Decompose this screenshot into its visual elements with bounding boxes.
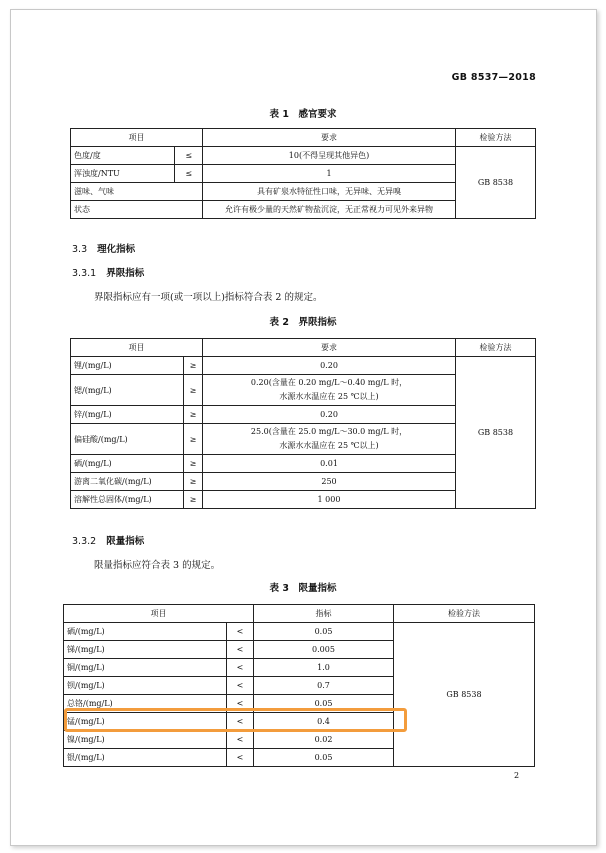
item-cell: 状态 xyxy=(71,201,203,219)
item-cell: 硒/(mg/L) xyxy=(64,623,227,641)
section-number: 3.3.1 xyxy=(72,268,97,279)
symbol-cell: ≤ xyxy=(175,147,203,165)
table-row xyxy=(71,357,536,375)
page-number: 2 xyxy=(514,771,520,780)
item-cell: 浑浊度/NTU xyxy=(71,165,175,183)
item-cell: 锌/(mg/L) xyxy=(71,406,184,424)
symbol-cell: ≤ xyxy=(175,165,203,183)
value-cell: 0.4 xyxy=(254,713,394,731)
item-cell: 滋味、气味 xyxy=(71,183,203,201)
item-cell: 偏硅酸/(mg/L) xyxy=(71,424,184,455)
requirement-cell xyxy=(203,455,456,473)
requirement-cell xyxy=(203,375,456,406)
requirement-cell xyxy=(203,491,456,509)
method-cell: GB 8538 xyxy=(394,623,535,767)
item-cell: 游离二氧化碳/(mg/L) xyxy=(71,473,184,491)
symbol-cell: < xyxy=(227,713,254,731)
method-cell: GB 8538 xyxy=(456,357,536,509)
requirement-cell: 具有矿泉水特征性口味，无异味、无异嗅 xyxy=(203,183,456,201)
value-cell: 1.0 xyxy=(254,659,394,677)
standard-number: GB 8537—2018 xyxy=(451,72,536,83)
symbol-cell: ≥ xyxy=(183,491,202,509)
requirement-line: 25.0(含量在 25.0 mg/L～30.0 mg/L 时， xyxy=(250,427,408,436)
section-title: 界限指标 xyxy=(106,268,145,279)
symbol-cell: < xyxy=(227,749,254,767)
requirement-line: 0.20(含量在 0.20 mg/L～0.40 mg/L 时， xyxy=(250,378,408,387)
item-cell: 锑/(mg/L) xyxy=(64,641,227,659)
table2-header-item: 项目 xyxy=(71,339,203,357)
requirement-line: 水源水水温应在 25 ℃以上) xyxy=(279,392,379,401)
table3 xyxy=(63,604,535,767)
item-cell: 钡/(mg/L) xyxy=(64,677,227,695)
symbol-cell: ≥ xyxy=(183,375,202,406)
method-cell: GB 8538 xyxy=(456,147,536,219)
section-title: 限量指标 xyxy=(106,536,145,547)
table3-caption: 表 3 限量指标 xyxy=(269,583,337,594)
value-cell: 0.05 xyxy=(254,623,394,641)
value-cell: 0.7 xyxy=(254,677,394,695)
symbol-cell: < xyxy=(227,731,254,749)
symbol-cell: ≥ xyxy=(183,424,202,455)
requirement-line: 0.01 xyxy=(320,459,338,468)
section-3-3 xyxy=(72,241,135,255)
value-cell: 0.05 xyxy=(254,749,394,767)
item-cell: 锂/(mg/L) xyxy=(71,357,184,375)
item-cell: 锰/(mg/L) xyxy=(64,713,227,731)
symbol-cell: ≥ xyxy=(183,406,202,424)
section-3-3-1-text: 界限指标应有一项(或一项以上)指标符合表 2 的规定。 xyxy=(94,292,323,303)
table2-header-req: 要求 xyxy=(203,339,456,357)
section-number: 3.3.2 xyxy=(72,536,97,547)
item-cell: 色度/度 xyxy=(71,147,175,165)
value-cell: 0.005 xyxy=(254,641,394,659)
table1-header-method: 检验方法 xyxy=(456,129,536,147)
item-cell: 溶解性总固体/(mg/L) xyxy=(71,491,184,509)
table-row xyxy=(71,147,536,165)
table3-header-method: 检验方法 xyxy=(394,605,535,623)
value-cell: 0.05 xyxy=(254,695,394,713)
table3-header-indicator: 指标 xyxy=(254,605,394,623)
symbol-cell: ≥ xyxy=(183,357,202,375)
table1 xyxy=(70,128,536,219)
requirement-cell xyxy=(203,424,456,455)
section-3-3-2 xyxy=(72,533,144,547)
section-3-3-2-text: 限量指标应符合表 3 的规定。 xyxy=(94,560,221,571)
requirement-cell xyxy=(203,473,456,491)
table1-header-req: 要求 xyxy=(203,129,456,147)
symbol-cell: < xyxy=(227,659,254,677)
highlight-box xyxy=(64,708,407,732)
requirement-cell xyxy=(203,357,456,375)
symbol-cell: ≥ xyxy=(183,455,202,473)
table2-caption: 表 2 界限指标 xyxy=(269,317,337,328)
requirement-cell xyxy=(203,406,456,424)
table-row xyxy=(64,623,535,641)
requirement-line: 0.20 xyxy=(320,361,338,370)
symbol-cell: ≥ xyxy=(183,473,202,491)
section-3-3-1 xyxy=(72,265,144,279)
requirement-cell: 10(不得呈现其他异色) xyxy=(203,147,456,165)
table2 xyxy=(70,338,536,509)
item-cell: 锶/(mg/L) xyxy=(71,375,184,406)
requirement-line: 0.20 xyxy=(320,410,338,419)
value-cell: 0.02 xyxy=(254,731,394,749)
item-cell: 铜/(mg/L) xyxy=(64,659,227,677)
symbol-cell: < xyxy=(227,677,254,695)
item-cell: 硒/(mg/L) xyxy=(71,455,184,473)
table2-header-method: 检验方法 xyxy=(456,339,536,357)
table3-header-item: 项目 xyxy=(64,605,254,623)
item-cell: 总铬/(mg/L) xyxy=(64,695,227,713)
table3-header-row xyxy=(64,605,535,623)
requirement-line: 水源水水温应在 25 ℃以上) xyxy=(279,441,379,450)
section-number: 3.3 xyxy=(72,244,88,255)
table2-header-row xyxy=(71,339,536,357)
item-cell: 镍/(mg/L) xyxy=(64,731,227,749)
requirement-line: 250 xyxy=(321,477,337,486)
symbol-cell: < xyxy=(227,695,254,713)
section-title: 理化指标 xyxy=(97,244,136,255)
table1-caption: 表 1 感官要求 xyxy=(269,109,337,120)
table1-header-row xyxy=(71,129,536,147)
requirement-cell: 1 xyxy=(203,165,456,183)
table1-header-item: 项目 xyxy=(71,129,203,147)
requirement-cell: 允许有极少量的天然矿物盐沉淀，无正常视力可见外来异物 xyxy=(203,201,456,219)
requirement-line: 1 000 xyxy=(317,495,341,504)
symbol-cell: < xyxy=(227,641,254,659)
symbol-cell: < xyxy=(227,623,254,641)
item-cell: 银/(mg/L) xyxy=(64,749,227,767)
